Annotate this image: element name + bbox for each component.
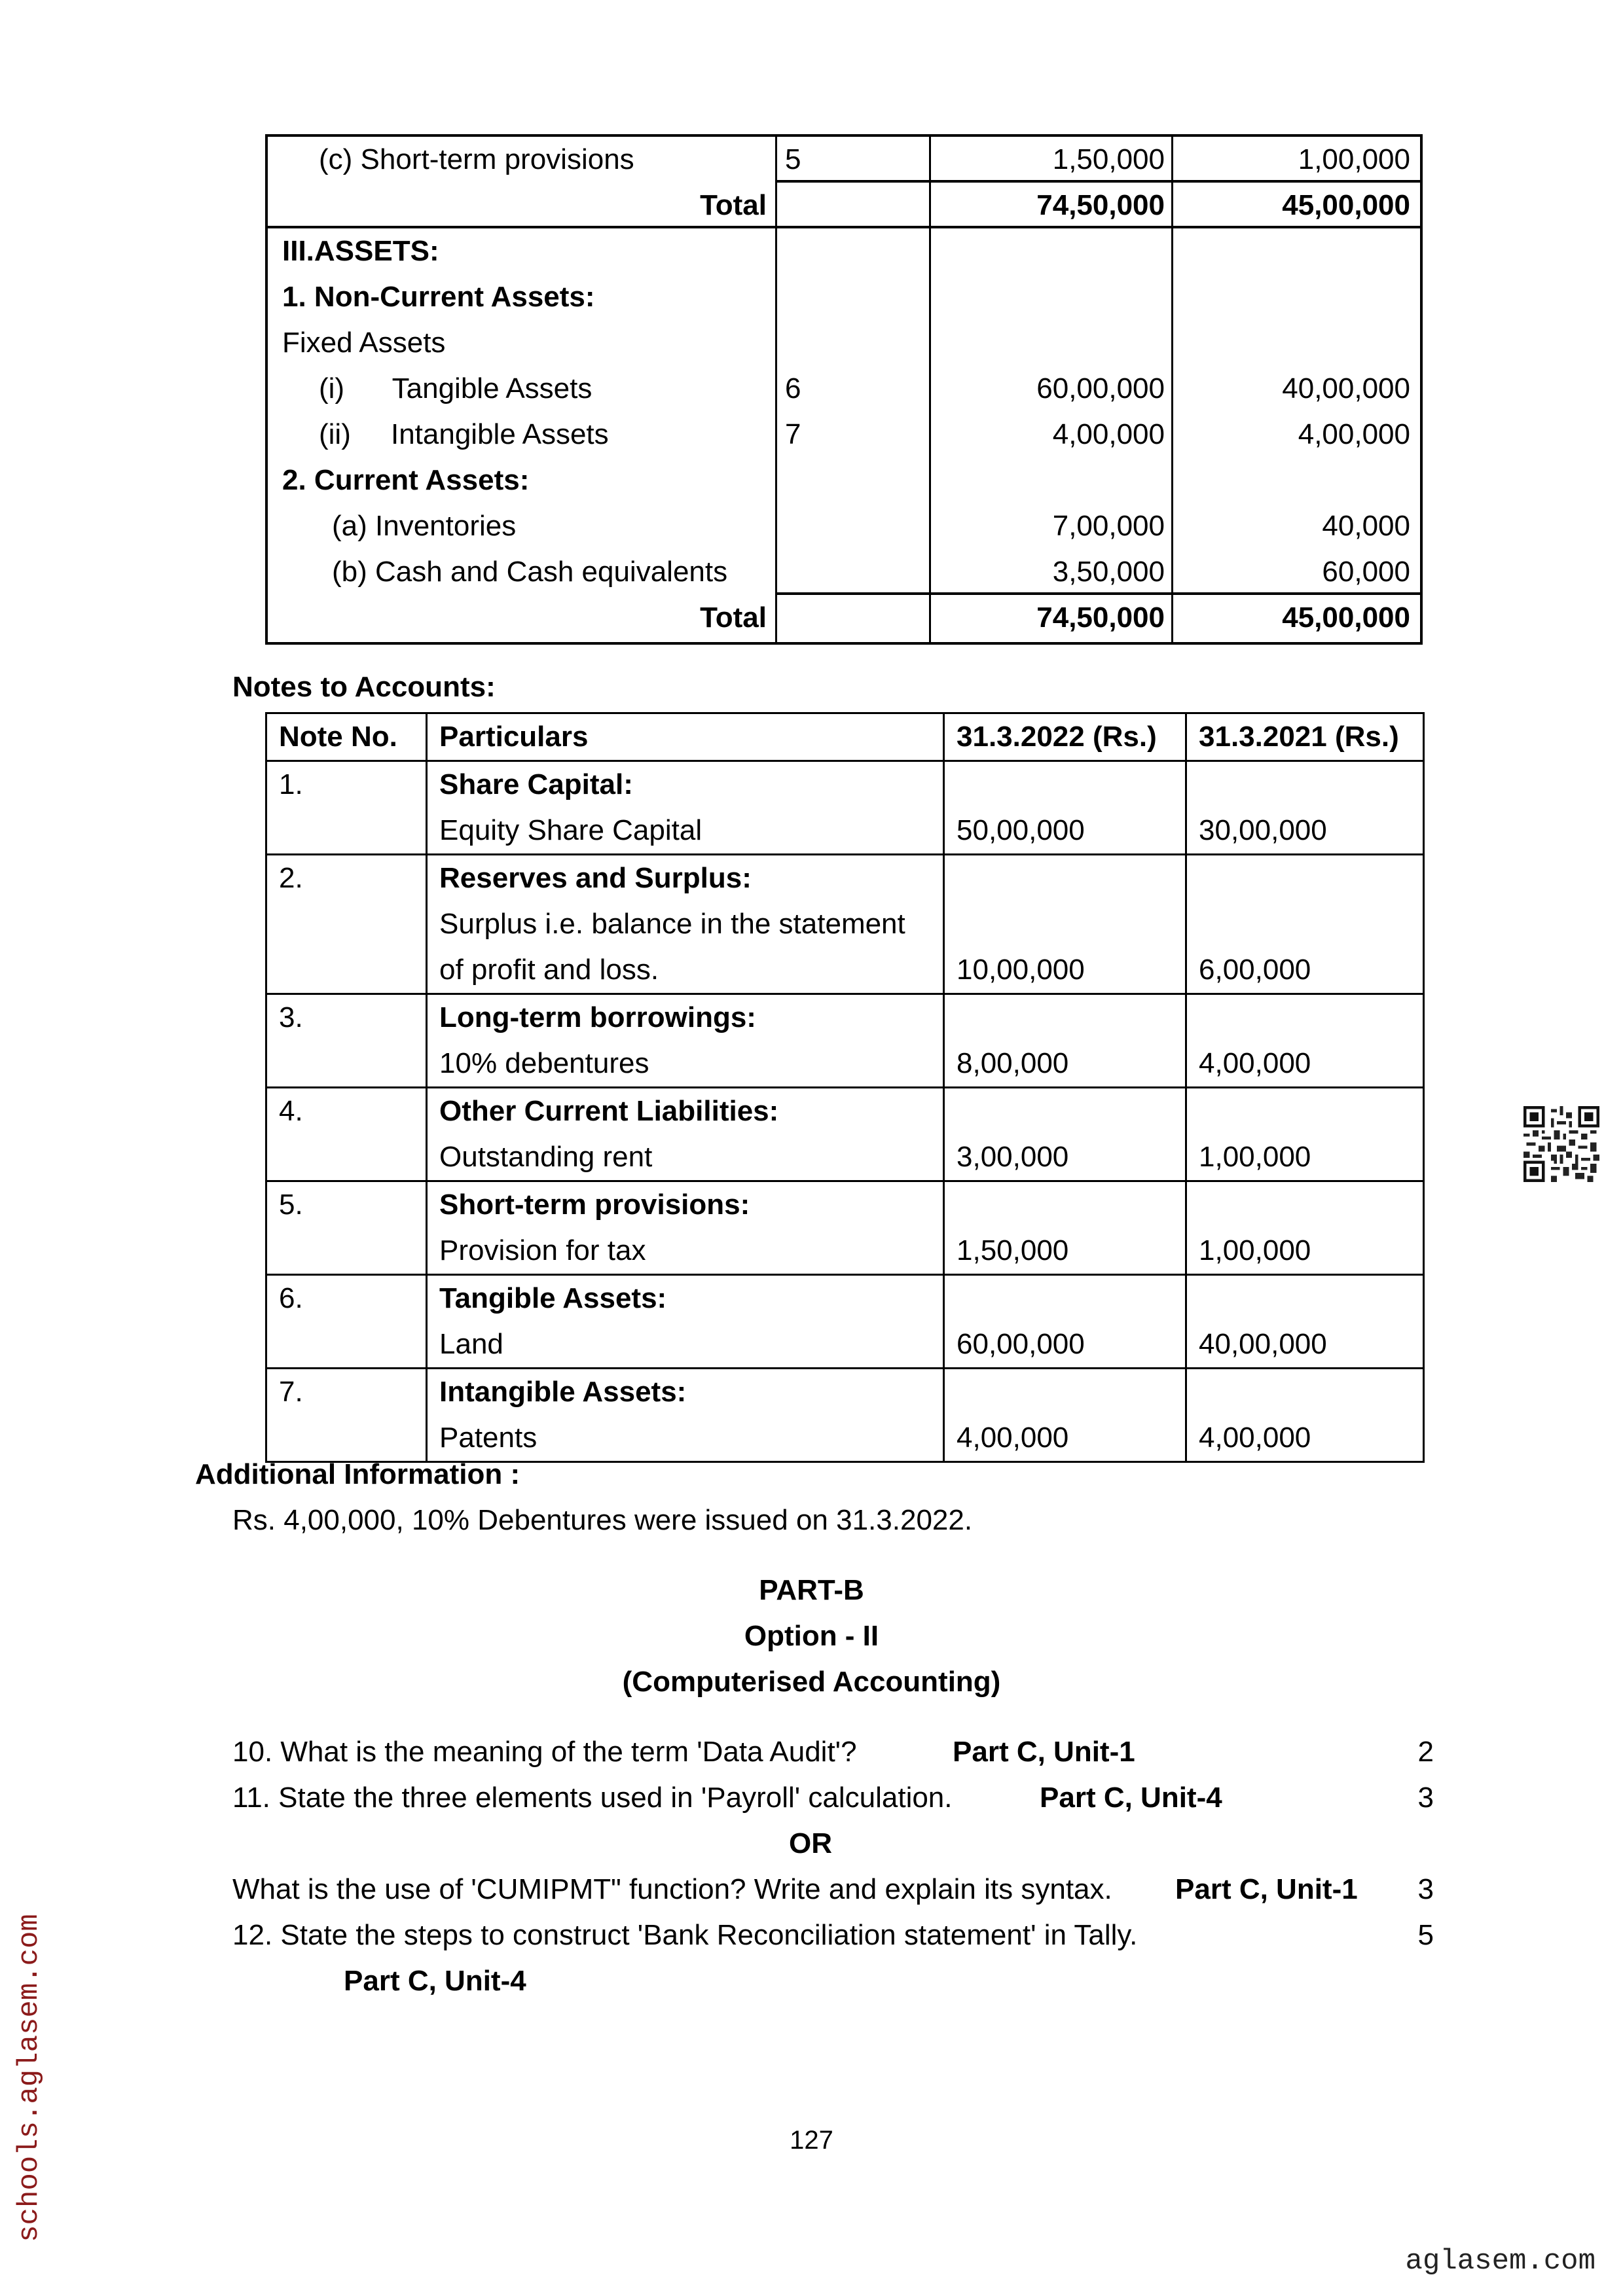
- amount-2022: 10,00,000: [957, 954, 1085, 986]
- question-10-text: 10. What is the meaning of the term 'Data Audit'?: [232, 1736, 857, 1768]
- page-number: 127: [790, 2126, 833, 2155]
- table-header-row: [266, 713, 1424, 761]
- amount-2022: 50,00,000: [957, 814, 1085, 846]
- part-b-title: PART-B: [759, 1574, 864, 1606]
- particulars-cell: (ii) Intangible Assets: [319, 418, 609, 450]
- amount-2021: 4,00,000: [1199, 1422, 1311, 1454]
- table-row: [268, 549, 1420, 595]
- note-title: Share Capital:: [439, 768, 633, 800]
- amount-2021: 1,00,000: [1199, 1234, 1311, 1266]
- table-row-total: [268, 595, 1420, 641]
- amount-2022: 8,00,000: [957, 1047, 1069, 1079]
- note-cell: 5: [785, 143, 801, 175]
- note-cell: 6: [785, 372, 801, 404]
- amount-2021: 40,00,000: [1199, 1328, 1327, 1360]
- header-2022: 31.3.2022 (Rs.): [944, 713, 1186, 761]
- section-heading-row: [268, 274, 1420, 320]
- question-11-marks: 3: [1417, 1782, 1434, 1814]
- question-12-text: 12. State the steps to construct 'Bank Reconciliation statement' in Tally.: [232, 1919, 1138, 1951]
- table-row: [266, 1369, 1424, 1462]
- note-title: Intangible Assets:: [439, 1376, 687, 1408]
- note-number: 6.: [279, 1282, 303, 1314]
- total-2022-cell: 74,50,000: [1036, 189, 1165, 221]
- amount-2022: 3,00,000: [957, 1141, 1069, 1173]
- note-number: 7.: [279, 1376, 303, 1408]
- note-number: 2.: [279, 862, 303, 894]
- note-detail: 10% debentures: [439, 1047, 649, 1079]
- total-label: Total: [700, 189, 767, 221]
- notes-heading: Notes to Accounts:: [232, 671, 496, 703]
- question-11-text: 11. State the three elements used in 'Payroll' calculation.: [232, 1782, 953, 1814]
- note-number: 3.: [279, 1001, 303, 1033]
- table-row: [268, 503, 1420, 549]
- question-11-alt-ref: Part C, Unit-1: [1175, 1873, 1358, 1905]
- note-title: Reserves and Surplus:: [439, 862, 752, 894]
- table-row: [268, 366, 1420, 412]
- additional-info-text: Rs. 4,00,000, 10% Debentures were issued on 31.3.2022.: [232, 1504, 973, 1536]
- section-heading-row: [268, 228, 1420, 274]
- particulars-cell: (i) Tangible Assets: [319, 372, 593, 404]
- table-row: [266, 1088, 1424, 1181]
- note-cell: [785, 183, 929, 228]
- amount-2021: 1,00,000: [1199, 1141, 1311, 1173]
- table-row: [266, 855, 1424, 994]
- balance-sheet-table: [265, 134, 1423, 645]
- amount-2021-cell: 60,000: [1322, 556, 1410, 588]
- note-detail: Patents: [439, 1422, 538, 1454]
- amount-2022-cell: 60,00,000: [1036, 372, 1165, 404]
- note-detail: Surplus i.e. balance in the statement: [439, 908, 905, 940]
- note-title: Tangible Assets:: [439, 1282, 667, 1314]
- header-note-no: Note No.: [266, 713, 427, 761]
- question-10-marks: 2: [1417, 1736, 1434, 1768]
- total-label: Total: [700, 601, 767, 634]
- total-2021-cell: 45,00,000: [1282, 601, 1410, 634]
- notes-table: [265, 712, 1425, 1463]
- header-particulars: Particulars: [427, 713, 944, 761]
- note-detail: Equity Share Capital: [439, 814, 702, 846]
- table-row: [266, 1275, 1424, 1369]
- side-watermark: schools.aglasem.com: [13, 1914, 46, 2242]
- particulars-cell: Fixed Assets: [282, 327, 446, 359]
- question-11-ref: Part C, Unit-4: [1040, 1782, 1222, 1814]
- note-number: 5.: [279, 1189, 303, 1221]
- table-row: [268, 412, 1420, 457]
- amount-2022-cell: 3,50,000: [1052, 556, 1165, 588]
- total-2022-cell: 74,50,000: [1036, 601, 1165, 634]
- table-row: [268, 320, 1420, 366]
- note-title: Other Current Liabilities:: [439, 1095, 779, 1127]
- question-10-ref: Part C, Unit-1: [953, 1736, 1135, 1768]
- part-b-option: Option - II: [744, 1620, 879, 1652]
- particulars-cell: (a) Inventories: [332, 510, 517, 542]
- particulars-cell: (c) Short-term provisions: [319, 143, 634, 175]
- question-12-marks: 5: [1417, 1919, 1434, 1951]
- note-title: Short-term provisions:: [439, 1189, 750, 1221]
- amount-2021: 30,00,000: [1199, 814, 1327, 846]
- note-cell: 7: [785, 418, 801, 450]
- total-2021-cell: 45,00,000: [1282, 189, 1410, 221]
- note-detail: Provision for tax: [439, 1234, 646, 1266]
- amount-2022-cell: 4,00,000: [1052, 418, 1165, 450]
- question-12-ref: Part C, Unit-4: [344, 1965, 526, 1997]
- question-11-alt-text: What is the use of 'CUMIPMT" function? Write and explain its syntax.: [232, 1873, 1112, 1905]
- amount-2022: 60,00,000: [957, 1328, 1085, 1360]
- note-title: Long-term borrowings:: [439, 1001, 756, 1033]
- amount-2022-cell: 1,50,000: [1052, 143, 1165, 175]
- qr-code-icon: [1522, 1106, 1601, 1182]
- additional-info-heading: Additional Information :: [195, 1458, 520, 1490]
- amount-2021-cell: 1,00,000: [1298, 143, 1410, 175]
- table-row: [266, 994, 1424, 1088]
- note-number: 1.: [279, 768, 303, 800]
- amount-2021-cell: 40,000: [1322, 510, 1410, 542]
- note-detail: Outstanding rent: [439, 1141, 653, 1173]
- question-11-alt-marks: 3: [1417, 1873, 1434, 1905]
- current-assets-heading: 2. Current Assets:: [282, 464, 530, 496]
- table-row-total: [268, 183, 1420, 228]
- amount-2021-cell: 40,00,000: [1282, 372, 1410, 404]
- amount-2022: 1,50,000: [957, 1234, 1069, 1266]
- header-2021: 31.3.2021 (Rs.): [1186, 713, 1424, 761]
- note-detail: of profit and loss.: [439, 954, 659, 986]
- table-row: [266, 1181, 1424, 1275]
- table-row: [266, 761, 1424, 855]
- amount-2021-cell: 4,00,000: [1298, 418, 1410, 450]
- amount-2022-cell: 7,00,000: [1052, 510, 1165, 542]
- amount-2021: 6,00,000: [1199, 954, 1311, 986]
- table-row: [268, 137, 1420, 183]
- section-heading-row: [268, 457, 1420, 503]
- particulars-cell: (b) Cash and Cash equivalents: [332, 556, 728, 588]
- amount-2021: 4,00,000: [1199, 1047, 1311, 1079]
- note-detail: Land: [439, 1328, 503, 1360]
- assets-heading: III.ASSETS:: [282, 235, 439, 267]
- amount-2022: 4,00,000: [957, 1422, 1069, 1454]
- bottom-watermark: aglasem.com: [1405, 2245, 1596, 2278]
- note-number: 4.: [279, 1095, 303, 1127]
- non-current-assets-heading: 1. Non-Current Assets:: [282, 281, 595, 313]
- or-separator: OR: [789, 1827, 832, 1859]
- part-b-subtitle: (Computerised Accounting): [622, 1666, 1001, 1698]
